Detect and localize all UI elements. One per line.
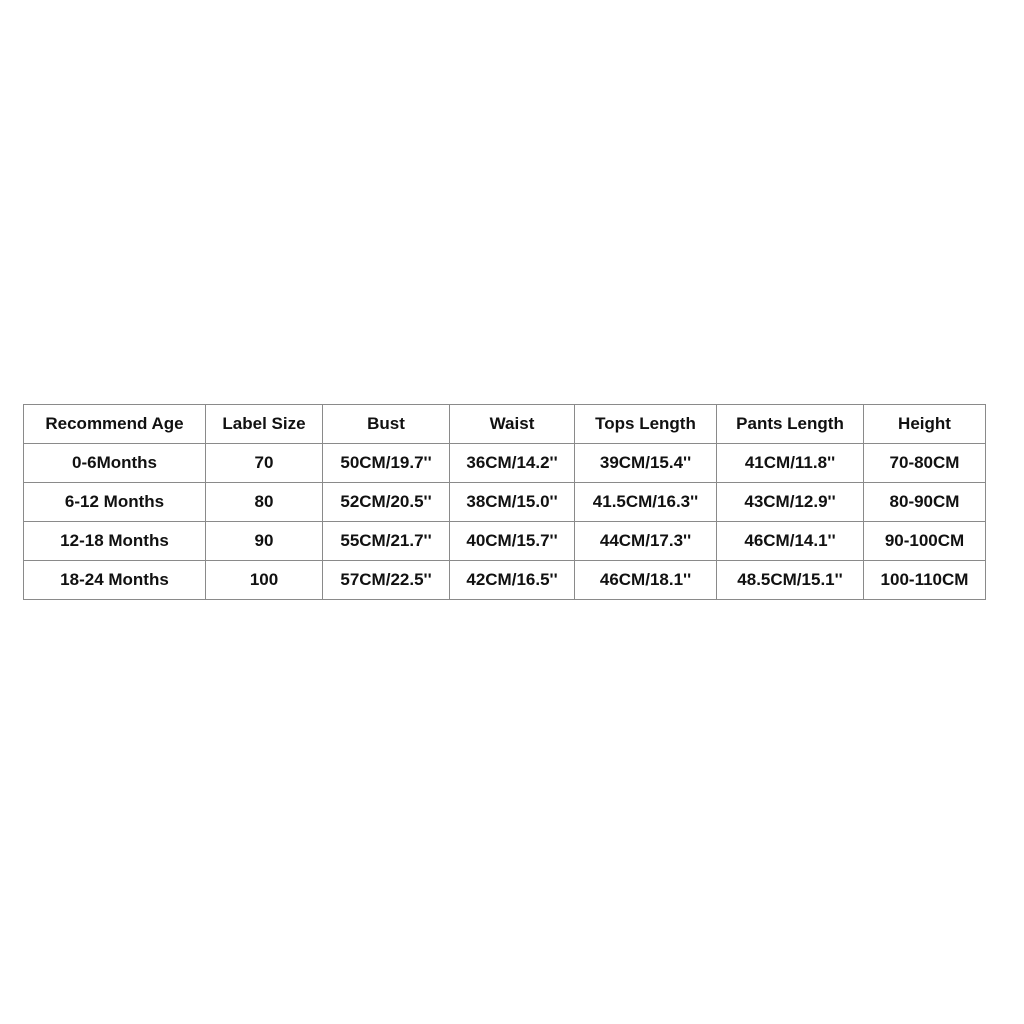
cell-waist: 38CM/15.0'' — [450, 483, 575, 522]
cell-bust: 50CM/19.7'' — [323, 444, 450, 483]
column-header-height: Height — [864, 405, 986, 444]
cell-tops-length: 39CM/15.4'' — [575, 444, 717, 483]
cell-bust: 57CM/22.5'' — [323, 561, 450, 600]
cell-label-size: 80 — [206, 483, 323, 522]
cell-waist: 40CM/15.7'' — [450, 522, 575, 561]
cell-pants-length: 48.5CM/15.1'' — [717, 561, 864, 600]
header-row — [24, 405, 986, 444]
cell-recommend-age: 6-12 Months — [24, 483, 206, 522]
cell-waist: 36CM/14.2'' — [450, 444, 575, 483]
cell-label-size: 100 — [206, 561, 323, 600]
cell-pants-length: 43CM/12.9'' — [717, 483, 864, 522]
table-row — [24, 444, 986, 483]
cell-bust: 52CM/20.5'' — [323, 483, 450, 522]
cell-tops-length: 44CM/17.3'' — [575, 522, 717, 561]
cell-waist: 42CM/16.5'' — [450, 561, 575, 600]
table-row — [24, 522, 986, 561]
cell-recommend-age: 0-6Months — [24, 444, 206, 483]
cell-label-size: 70 — [206, 444, 323, 483]
cell-tops-length: 46CM/18.1'' — [575, 561, 717, 600]
cell-recommend-age: 12-18 Months — [24, 522, 206, 561]
column-header-waist: Waist — [450, 405, 575, 444]
size-chart-table — [23, 404, 986, 600]
table-row — [24, 561, 986, 600]
column-header-pants-length: Pants Length — [717, 405, 864, 444]
cell-tops-length: 41.5CM/16.3'' — [575, 483, 717, 522]
cell-height: 90-100CM — [864, 522, 986, 561]
cell-height: 70-80CM — [864, 444, 986, 483]
cell-recommend-age: 18-24 Months — [24, 561, 206, 600]
table-row — [24, 483, 986, 522]
cell-bust: 55CM/21.7'' — [323, 522, 450, 561]
column-header-bust: Bust — [323, 405, 450, 444]
column-header-label-size: Label Size — [206, 405, 323, 444]
cell-pants-length: 41CM/11.8'' — [717, 444, 864, 483]
column-header-tops-length: Tops Length — [575, 405, 717, 444]
cell-label-size: 90 — [206, 522, 323, 561]
cell-height: 80-90CM — [864, 483, 986, 522]
cell-pants-length: 46CM/14.1'' — [717, 522, 864, 561]
column-header-recommend-age: Recommend Age — [24, 405, 206, 444]
cell-height: 100-110CM — [864, 561, 986, 600]
